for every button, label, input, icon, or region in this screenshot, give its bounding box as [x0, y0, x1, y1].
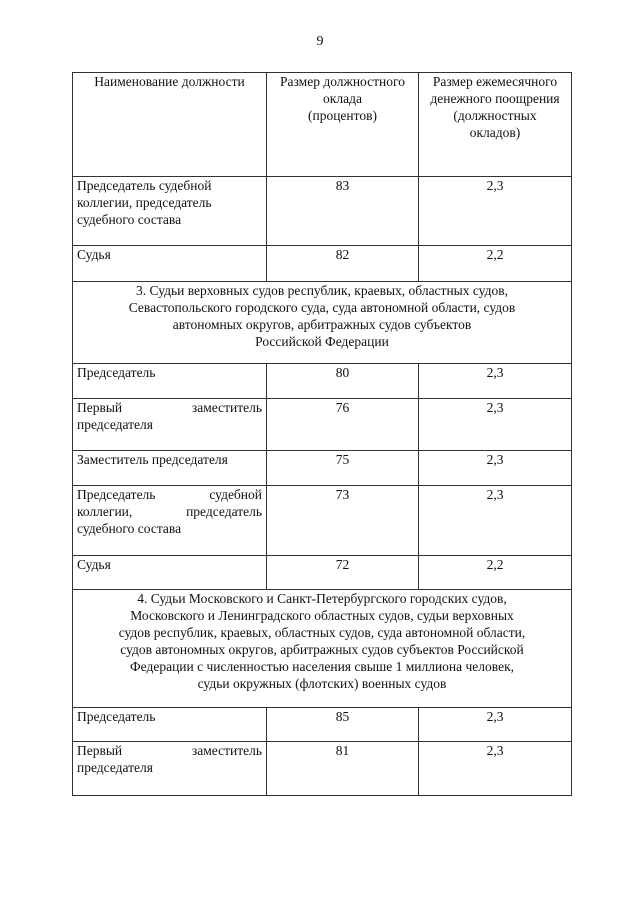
- header-salary-line: оклада: [323, 91, 362, 106]
- position-name-line: Председатель: [77, 709, 156, 724]
- position-name-line: Председатель: [77, 365, 156, 380]
- monthly-bonus: 2,3: [419, 364, 572, 399]
- position-name: [73, 399, 267, 451]
- table-row: [73, 486, 572, 556]
- position-name-line: Председатель судебной: [77, 487, 262, 502]
- position-name-line: председателя: [77, 760, 153, 775]
- salary-percent: 76: [267, 399, 419, 451]
- section-title-line: судов автономных округов, арбитражных судов субъектов Российской: [120, 642, 524, 657]
- header-position-name: [73, 73, 267, 177]
- header-position-name-text: Наименование должности: [94, 74, 245, 89]
- section-4-title: [73, 590, 572, 708]
- header-monthly-bonus: [419, 73, 572, 177]
- table-row: [73, 364, 572, 399]
- position-name: [73, 742, 267, 796]
- table-row: [73, 177, 572, 246]
- section-title-line: Севастопольского городского суда, суда автономной области, судов: [128, 300, 516, 315]
- monthly-bonus: 2,3: [419, 451, 572, 486]
- section-title-line: Московского и Ленинградского областных судов, судьи верховных: [130, 608, 514, 623]
- position-name: [73, 486, 267, 556]
- position-name-line: коллегии, председатель: [77, 195, 212, 210]
- position-name-line: Заместитель председателя: [77, 452, 228, 467]
- position-name-line: судебного состава: [77, 521, 182, 536]
- monthly-bonus: 2,2: [419, 246, 572, 282]
- monthly-bonus: 2,2: [419, 556, 572, 590]
- table-row: [73, 399, 572, 451]
- section-title-line: 4. Судьи Московского и Санкт-Петербургского городских судов,: [137, 591, 507, 606]
- section-heading-row: [73, 282, 572, 364]
- monthly-bonus: 2,3: [419, 742, 572, 796]
- table-header-row: [73, 73, 572, 177]
- monthly-bonus: 2,3: [419, 399, 572, 451]
- salary-percent: 83: [267, 177, 419, 246]
- position-name: [73, 556, 267, 590]
- header-salary-line: (процентов): [307, 108, 377, 123]
- position-name: [73, 451, 267, 486]
- salary-table: [72, 72, 572, 796]
- salary-percent: 73: [267, 486, 419, 556]
- header-bonus-line: окладов): [469, 125, 521, 140]
- table-row: [73, 451, 572, 486]
- position-name: [73, 246, 267, 282]
- position-name-line: Первый заместитель: [77, 743, 262, 758]
- section-title-line: судов республик, краевых, областных судов, суда автономной области,: [118, 625, 526, 640]
- table-row: [73, 246, 572, 282]
- monthly-bonus: 2,3: [419, 177, 572, 246]
- salary-percent: 72: [267, 556, 419, 590]
- section-title-line: Российской Федерации: [255, 334, 389, 349]
- position-name-line: коллегии, председатель: [77, 504, 262, 519]
- position-name: [73, 364, 267, 399]
- header-salary-line: Размер должностного: [280, 74, 405, 89]
- monthly-bonus: 2,3: [419, 486, 572, 556]
- position-name-line: Судья: [77, 557, 111, 572]
- salary-percent: 80: [267, 364, 419, 399]
- header-salary-percent: [267, 73, 419, 177]
- position-name: [73, 177, 267, 246]
- section-title-line: 3. Судьи верховных судов республик, краевых, областных судов,: [136, 283, 508, 298]
- monthly-bonus: 2,3: [419, 708, 572, 742]
- section-title-line: автономных округов, арбитражных судов субъектов: [172, 317, 472, 332]
- page-number: 9: [316, 34, 324, 49]
- table-row: [73, 708, 572, 742]
- position-name-line: судебного состава: [77, 212, 182, 227]
- header-bonus-line: (должностных: [453, 108, 537, 123]
- header-bonus-line: денежного поощрения: [430, 91, 560, 106]
- salary-percent: 75: [267, 451, 419, 486]
- table-row: [73, 742, 572, 796]
- table-row: [73, 556, 572, 590]
- header-bonus-line: Размер ежемесячного: [432, 74, 558, 89]
- section-title-line: Федерации с численностью населения свыше 1 миллиона человек,: [129, 659, 515, 674]
- salary-percent: 81: [267, 742, 419, 796]
- position-name-line: Председатель судебной: [77, 178, 212, 193]
- position-name-line: председателя: [77, 417, 153, 432]
- section-heading-row: [73, 590, 572, 708]
- section-3-title: [73, 282, 572, 364]
- salary-percent: 85: [267, 708, 419, 742]
- salary-percent: 82: [267, 246, 419, 282]
- position-name-line: Первый заместитель: [77, 400, 262, 415]
- position-name: [73, 708, 267, 742]
- section-title-line: судьи окружных (флотских) военных судов: [197, 676, 447, 691]
- position-name-line: Судья: [77, 247, 111, 262]
